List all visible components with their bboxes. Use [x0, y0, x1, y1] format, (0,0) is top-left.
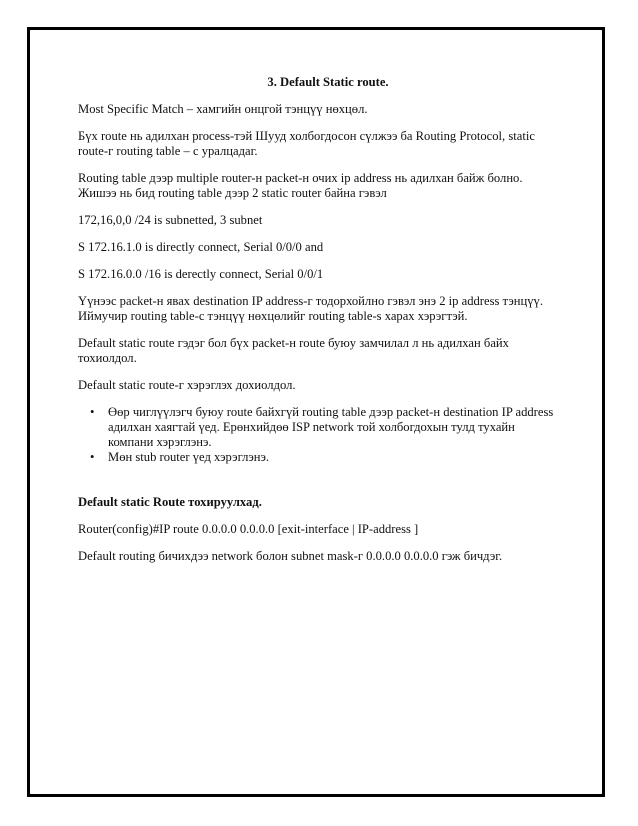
bullet-line: Өөр чиглүүлэгч буюу route байхгүй routing table дээр packet-н destination IP address	[108, 405, 554, 419]
paragraph-subnetted: 172,16,0,0 /24 is subnetted, 3 subnet	[78, 213, 263, 227]
paragraph-default-routing-note: Default routing бичихдээ network болон subnet mask-г 0.0.0.0 0.0.0.0 гэж бичдэг.	[78, 549, 503, 563]
paragraph-line: Default static route гэдэг бол бүх packet-н route буюу замчилал л нь адилхан байх	[78, 336, 509, 350]
bullet-list	[78, 405, 578, 465]
bullet-item	[108, 450, 578, 465]
paragraph-most-specific-match: Most Specific Match – хамгийн онцгой тэнцүү нөхцөл.	[78, 102, 368, 116]
bullet-line: адилхан хаягтай үед. Ерөнхийдөө ISP network той холбогдохын тулд тухайн	[108, 420, 515, 434]
document-content	[78, 75, 578, 576]
paragraph-line: Жишээ нь бид routing table дээр 2 static router байна гэвэл	[78, 186, 387, 200]
bullet-line: компани хэрэглэнэ.	[108, 435, 212, 449]
paragraph-line: Үүнээс packet-н явах destination IP address-г тодорхойлно гэвэл энэ 2 ip address тэнцүү.	[78, 294, 543, 308]
paragraph-route-serial-001: S 172.16.0.0 /16 is derectly connect, Serial 0/0/1	[78, 267, 324, 281]
spacer	[78, 465, 578, 495]
paragraph-default-static-route-definition	[78, 336, 578, 366]
paragraph-destination-ip	[78, 294, 578, 324]
section-heading: Default static Route тохируулхад.	[78, 495, 262, 509]
bullet-item	[108, 405, 578, 450]
paragraph-line: route-г routing table – с уралцадаг.	[78, 144, 258, 158]
paragraph-route-serial-000: S 172.16.1.0 is directly connect, Serial 0/0/0 and	[78, 240, 324, 254]
paragraph-line: Бүх route нь адилхан process-тэй Шууд холбогдосон сүлжээ ба Routing Protocol, static	[78, 129, 535, 143]
paragraph-router-command: Router(config)#IP route 0.0.0.0 0.0.0.0 [exit-interface | IP-address ]	[78, 522, 419, 536]
paragraph-line: Routing table дээр multiple router-н packet-н очих ip address нь адилхан байж болно.	[78, 171, 523, 185]
paragraph-usage-cases: Default static route-г хэрэглэх дохиолдол.	[78, 378, 296, 392]
document-page	[27, 27, 605, 797]
paragraph-multiple-router	[78, 171, 578, 201]
paragraph-routes-process	[78, 129, 578, 159]
paragraph-line: тохиолдол.	[78, 351, 137, 365]
paragraph-line: Иймучир routing table-с тэнцүү нөхцөлийг routing table-s харах хэрэгтэй.	[78, 309, 468, 323]
bullet-line: Мөн stub router үед хэрэглэнэ.	[108, 450, 270, 464]
document-title: 3. Default Static route.	[267, 75, 389, 89]
